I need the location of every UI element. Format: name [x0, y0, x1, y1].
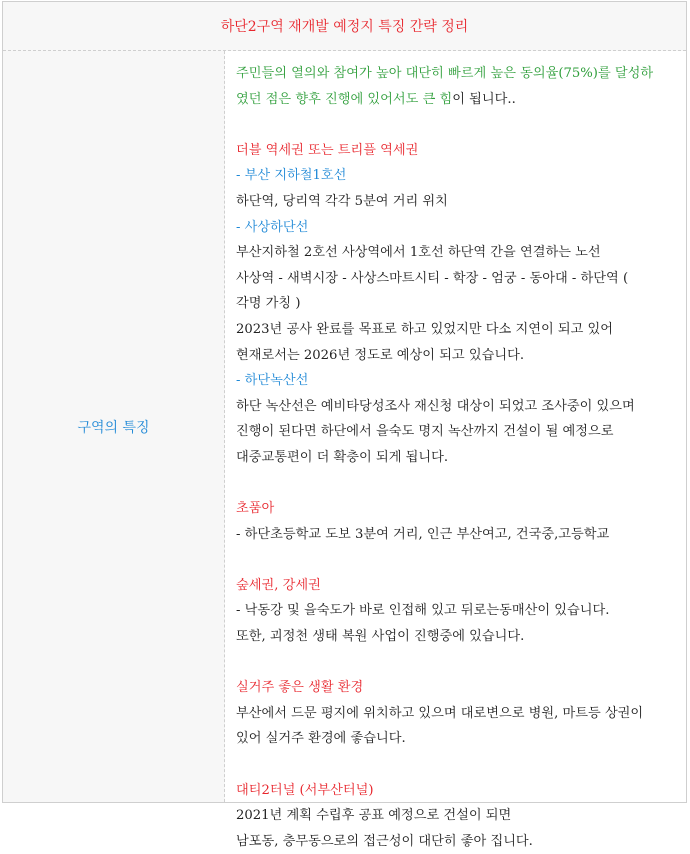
text-line: 현재로서는 2026년 정도로 예상이 되고 있습니다.: [236, 347, 525, 363]
text-line: - 하단초등학교 도보 3분여 거리, 인근 부산여고, 건국중,고등학교: [236, 526, 610, 542]
text-line: 진행이 된다면 하단에서 을숙도 명지 녹산까지 건설이 될 예정으로: [236, 424, 614, 440]
text-line: 2021년 계획 수립후 공표 예정으로 건설이 되면: [236, 808, 512, 824]
table-row: [3, 51, 686, 849]
subheading-hadan-noksan: - 하단녹산선: [236, 373, 309, 389]
section-heading-tunnel: 대티2터널 (서부산터널): [236, 782, 374, 798]
text-line: 대중교통편이 더 확충이 되게 됩니다.: [236, 449, 449, 465]
section-heading-school: 초품아: [236, 501, 275, 517]
content-cell: [236, 61, 678, 854]
text-line: 하단 녹산선은 예비타당성조사 재신청 대상이 되었고 조사중이 있으며: [236, 398, 635, 414]
text-line: 사상역 - 새벽시장 - 사상스마트시티 - 학장 - 엄궁 - 동아대 - 하단역 (: [236, 270, 629, 286]
spacer: [236, 752, 678, 778]
intro-line-2: [236, 87, 678, 113]
section-heading-forest: 숲세권, 강세권: [236, 577, 321, 593]
spacer: [236, 547, 678, 573]
text-line: 2023년 공사 완료를 목표로 하고 있었지만 다소 지연이 되고 있어: [236, 321, 614, 337]
intro-rest: 이 됩니다..: [452, 91, 516, 107]
subheading-line1: - 부산 지하철1호선: [236, 168, 347, 184]
spacer: [236, 112, 678, 138]
text-line: 남포동, 충무동으로의 접근성이 대단히 좋아 집니다.: [236, 833, 533, 849]
subheading-sasang-hadan: - 사상하단선: [236, 219, 309, 235]
text-line: 또한, 괴정천 생태 복원 사업이 진행중에 있습니다.: [236, 629, 525, 645]
section-heading-station: 더블 역세권 또는 트리플 역세권: [236, 142, 419, 158]
feature-table: [2, 1, 687, 849]
text-line: 부산지하철 2호선 사상역에서 1호선 하단역 간을 연결하는 노선: [236, 245, 601, 261]
section-heading-living: 실거주 좋은 생활 환경: [236, 680, 364, 696]
spacer: [236, 471, 678, 497]
intro-line-1: 주민들의 열의와 참여가 높아 대단히 빠르게 높은 동의율(75%)를 달성하: [236, 66, 654, 81]
intro-highlight: 였던 점은 향후 진행에 있어서도 큰 힘: [236, 91, 453, 107]
text-line: 하단역, 당리역 각각 5분여 거리 위치: [236, 193, 448, 209]
table-title: 하단2구역 재개발 예정지 특징 간략 정리: [3, 2, 686, 51]
spacer: [236, 650, 678, 676]
row-label: 구역의 특징: [3, 51, 225, 802]
text-line: - 낙동강 및 을숙도가 바로 인접해 있고 뒤로는동매산이 있습니다.: [236, 603, 610, 619]
text-line: 있어 실거주 환경에 좋습니다.: [236, 731, 406, 747]
text-line: 각명 가칭 ): [236, 296, 301, 312]
text-line: 부산에서 드문 평지에 위치하고 있으며 대로변으로 병원, 마트등 상권이: [236, 705, 644, 721]
